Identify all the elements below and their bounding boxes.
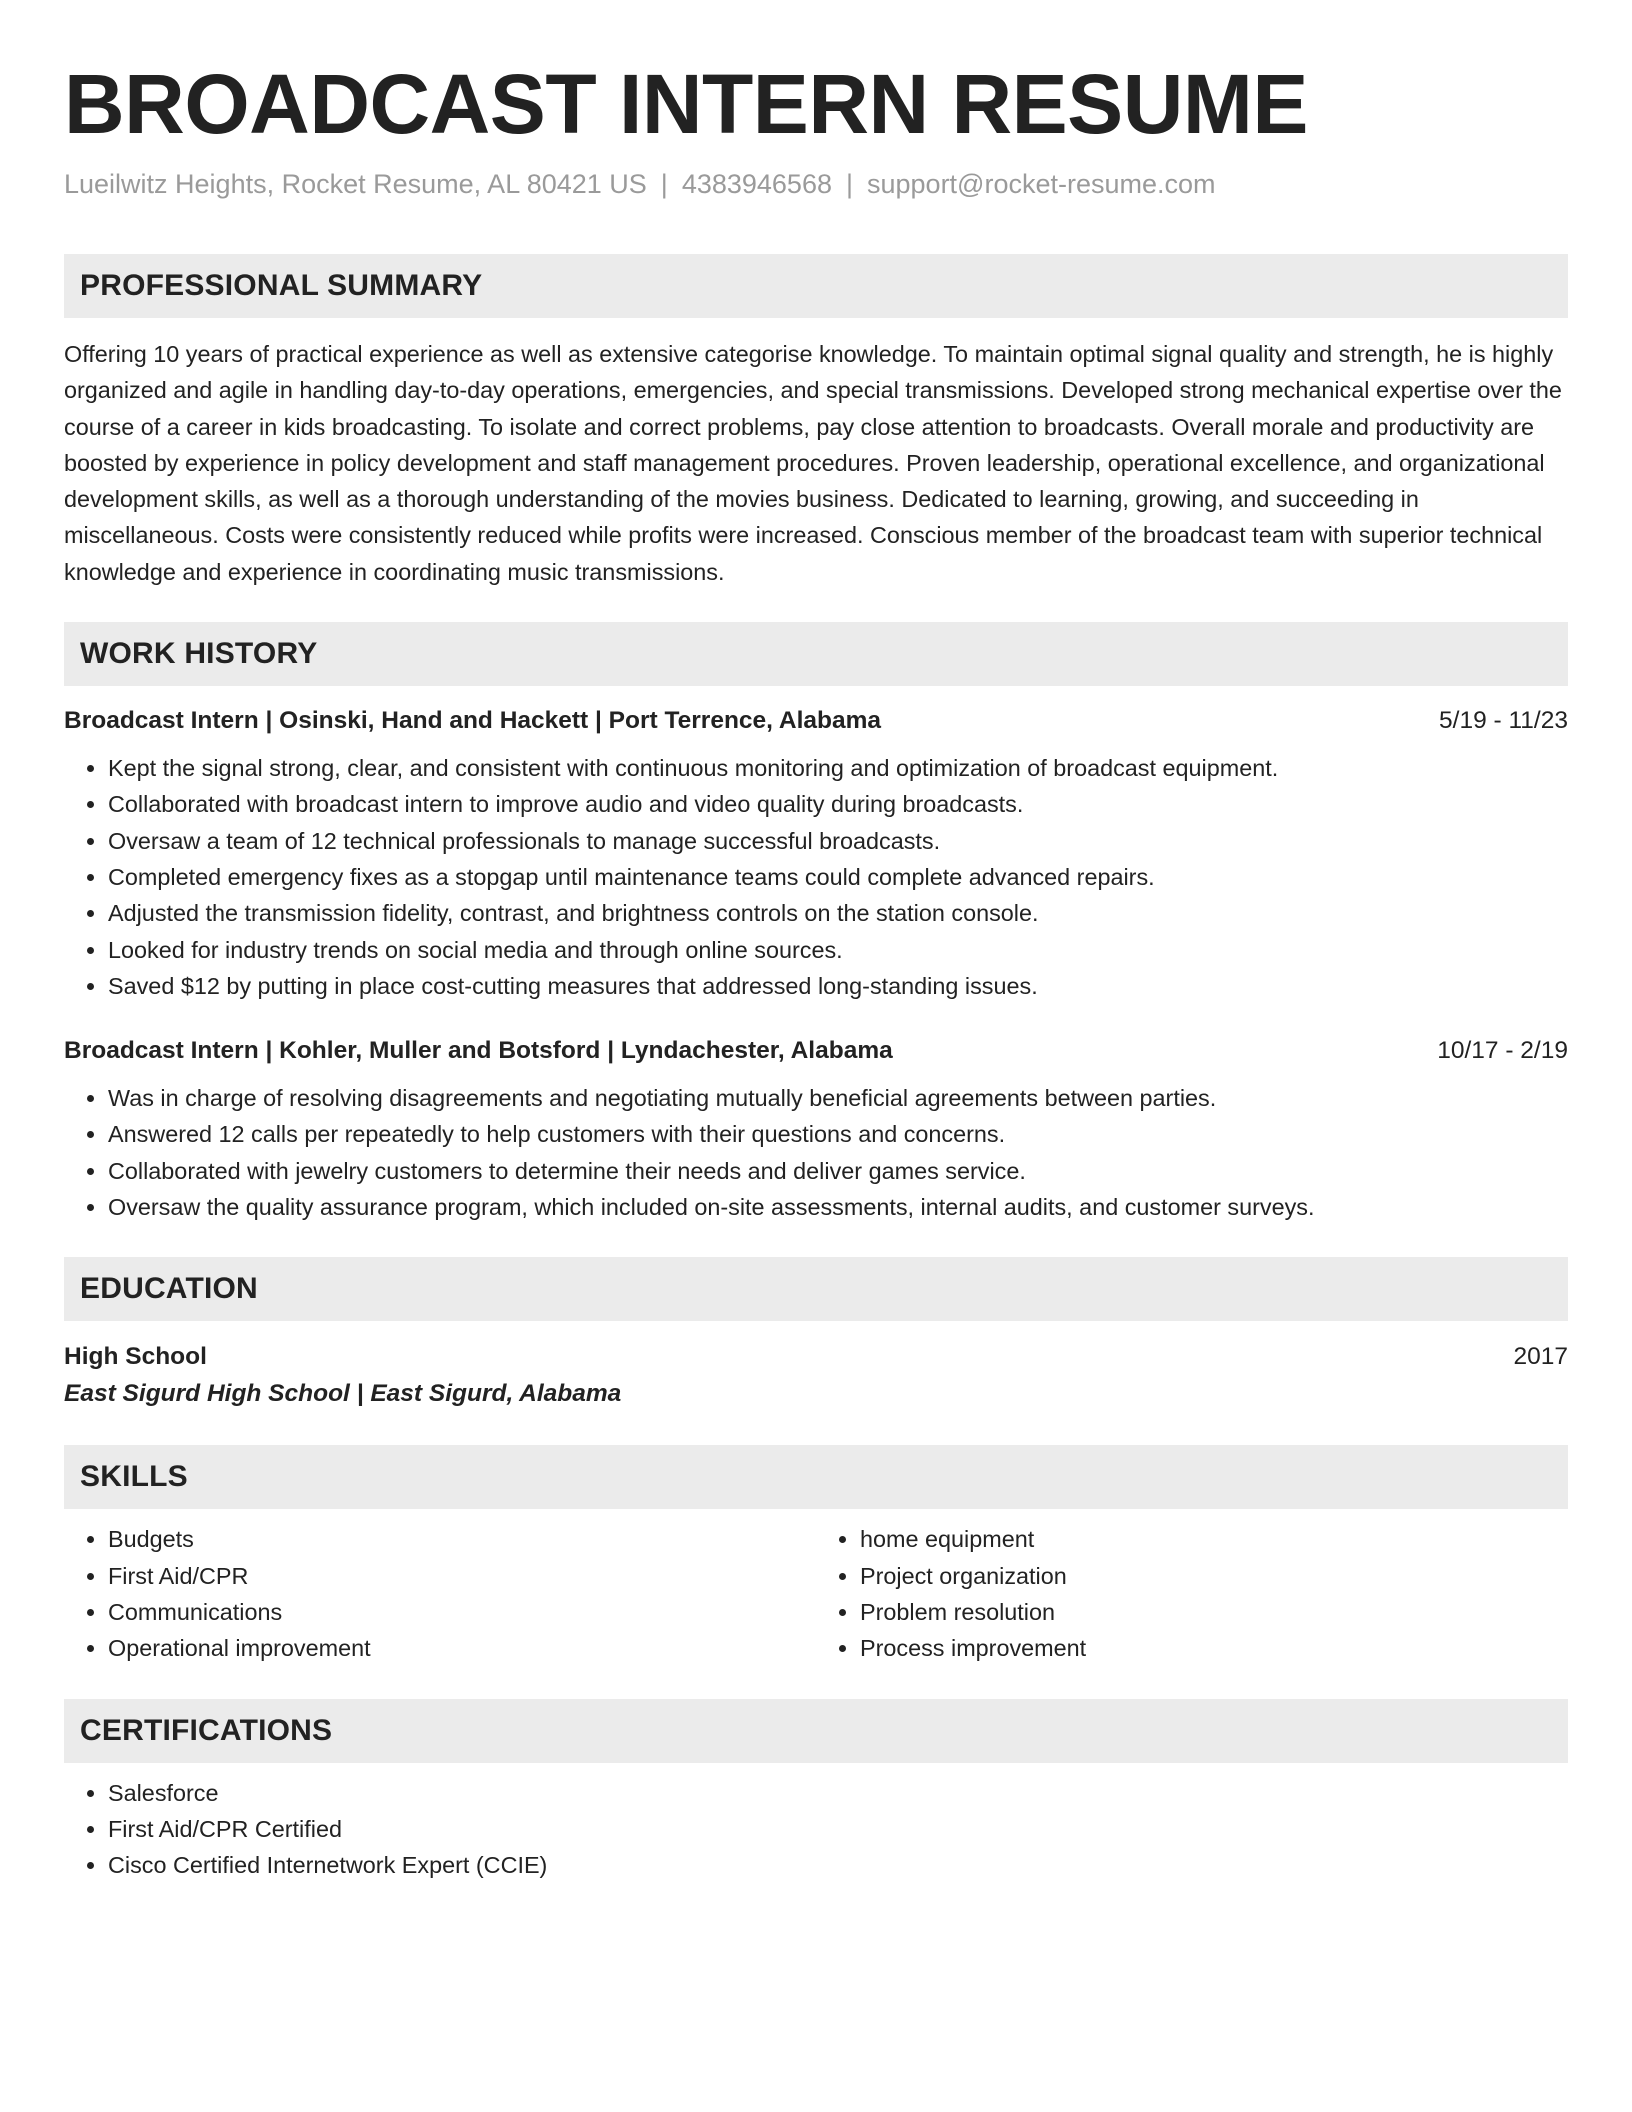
certification-item: • Cisco Certified Internetwork Expert (CCIE) — [108, 1847, 1568, 1883]
job-bullet: • Oversaw a team of 12 technical professionals to manage successful broadcasts. — [108, 823, 1568, 859]
skills-column-right — [816, 1521, 1568, 1666]
job-bullet: • Collaborated with broadcast intern to improve audio and video quality during broadcasts. — [108, 786, 1568, 822]
job-title: Broadcast Intern | Osinski, Hand and Hackett | Port Terrence, Alabama — [64, 707, 882, 735]
section-header-work-history: WORK HISTORY — [64, 622, 1568, 686]
education-school: East Sigurd High School | East Sigurd, Alabama — [64, 1380, 622, 1408]
job-bullet: • Looked for industry trends on social media and through online sources. — [108, 932, 1568, 968]
job-dates: 5/19 - 11/23 — [1439, 707, 1568, 735]
skill-item: • Budgets — [108, 1521, 816, 1557]
certification-item: • First Aid/CPR Certified — [108, 1811, 1568, 1847]
skill-item: • First Aid/CPR — [108, 1558, 816, 1594]
job-bullet: • Answered 12 calls per repeatedly to help customers with their questions and concerns. — [108, 1116, 1568, 1152]
skill-item: • Operational improvement — [108, 1630, 816, 1666]
education-year: 2017 — [1513, 1343, 1568, 1371]
job-title: Broadcast Intern | Kohler, Muller and Botsford | Lyndachester, Alabama — [64, 1037, 893, 1065]
job-header — [64, 704, 1568, 738]
skills-grid — [64, 1521, 1568, 1666]
skill-item: • Process improvement — [860, 1630, 1568, 1666]
section-header-skills: SKILLS — [64, 1445, 1568, 1509]
job-bullet: • Completed emergency fixes as a stopgap until maintenance teams could complete advanced repairs. — [108, 859, 1568, 895]
job-bullet: • Collaborated with jewelry customers to determine their needs and deliver games service. — [108, 1153, 1568, 1189]
section-header-education: EDUCATION — [64, 1257, 1568, 1321]
contact-address: Lueilwitz Heights, Rocket Resume, AL 80421 US — [64, 169, 647, 199]
contact-separator: | — [845, 169, 853, 199]
education-header — [64, 1339, 1568, 1375]
skill-item: • Project organization — [860, 1558, 1568, 1594]
skill-item: • Communications — [108, 1594, 816, 1630]
skills-column-left — [64, 1521, 816, 1666]
summary-text: Offering 10 years of practical experience as well as extensive categorise knowledge. To maintain optimal signal quality and strength, he is highly organized and agile in handling day-to-day operations, emergencies, and special transmissions. Developed strong mechanical expertise over the course of a career in kids broadcasting. To isolate and correct problems, pay close attention to broadcasts. Overall morale and productivity are boosted by experience in policy development and staff management procedures. Proven leadership, operational excellence, and organizational development skills, as well as a thorough understanding of the movies business. Dedicated to learning, growing, and succeeding in miscellaneous. Costs were consistently reduced while profits were increased. Conscious member of the broadcast team with superior technical knowledge and experience in coordinating music transmissions. — [64, 341, 1562, 585]
job-bullets — [64, 1080, 1568, 1225]
job-bullet: • Oversaw the quality assurance program, which included on-site assessments, internal audits, and customer surveys. — [108, 1189, 1568, 1225]
contact-separator: | — [660, 169, 668, 199]
job-bullets — [64, 750, 1568, 1004]
skill-item: • Problem resolution — [860, 1594, 1568, 1630]
job-bullet: • Adjusted the transmission fidelity, contrast, and brightness controls on the station console. — [108, 895, 1568, 931]
certifications-list — [64, 1775, 1568, 1884]
education-degree: High School — [64, 1343, 207, 1371]
job-bullet: • Saved $12 by putting in place cost-cutting measures that addressed long-standing issues. — [108, 968, 1568, 1004]
contact-email: support@rocket-resume.com — [867, 169, 1216, 199]
contact-phone: 4383946568 — [681, 169, 832, 199]
job-header — [64, 1034, 1568, 1068]
job-entry — [64, 1034, 1568, 1225]
skill-item: • home equipment — [860, 1521, 1568, 1557]
job-entry — [64, 704, 1568, 1004]
job-bullet: • Kept the signal strong, clear, and consistent with continuous monitoring and optimization of broadcast equipment. — [108, 750, 1568, 786]
job-dates: 10/17 - 2/19 — [1437, 1037, 1568, 1065]
job-bullet: • Was in charge of resolving disagreements and negotiating mutually beneficial agreements between parties. — [108, 1080, 1568, 1116]
resume-title: BROADCAST INTERN RESUME — [64, 57, 1308, 151]
contact-line — [64, 166, 1568, 202]
section-header-certifications: CERTIFICATIONS — [64, 1699, 1568, 1763]
section-header-summary: PROFESSIONAL SUMMARY — [64, 254, 1568, 318]
certification-item: • Salesforce — [108, 1775, 1568, 1811]
